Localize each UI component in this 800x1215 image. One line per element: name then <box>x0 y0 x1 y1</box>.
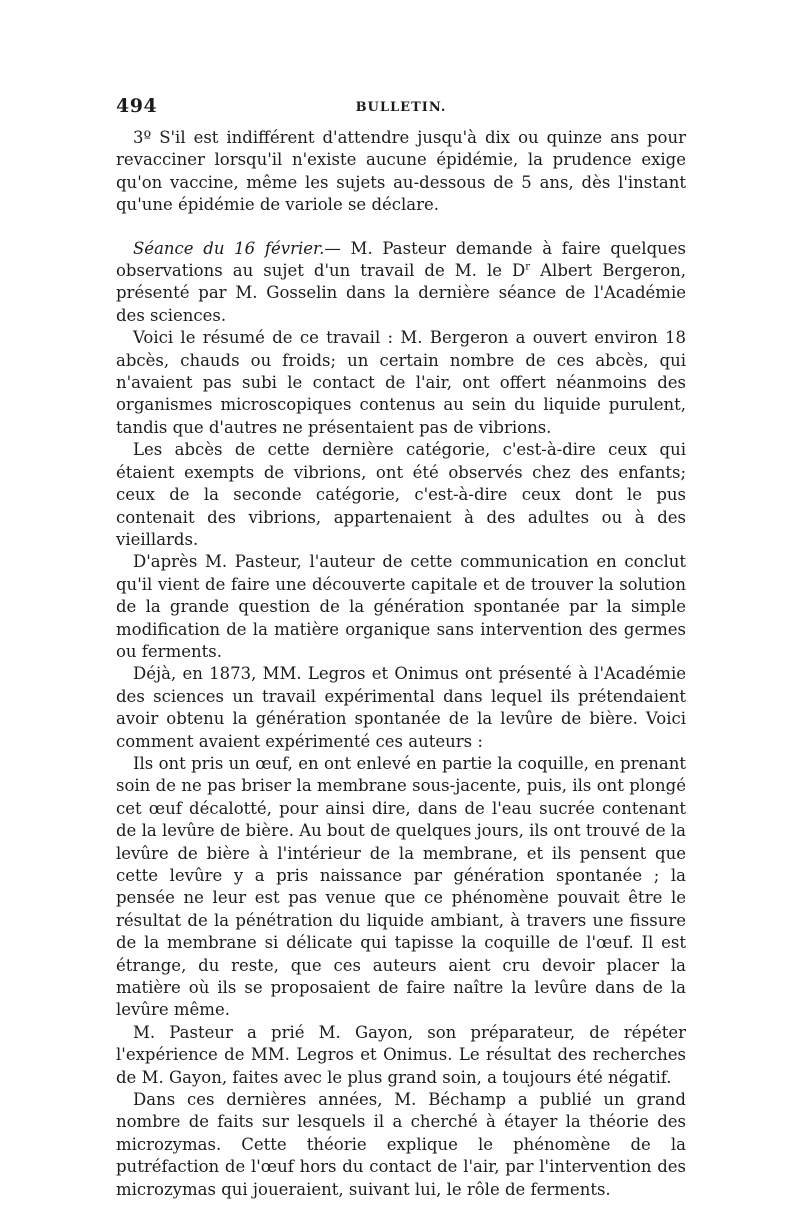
paragraph-oeuf-experiment: Ils ont pris un œuf, en ont enlevé en partie la coquille, en prenant soin de ne pas briser la membrane sous-jacente, puis, ils ont plongé cet œuf décalotté, pour ainsi dire, dans de l'eau sucrée contenant de la levûre de bière. Au bout de quelques jours, ils ont trouvé de la levûre de bière à l'intérieur de la membrane, et ils pensent que cette levûre y a pris naissance par génération spontanée ; la pensée ne leur est pas venue que ce phénomène pouvait être le résultat de la pénétration du liquide ambiant, à travers une fissure de la membrane si délicate qui tapisse la coquille de l'œuf. Il est étrange, du reste, que ces auteurs aient cru devoir placer la matière où ils se proposaient de faire naître la levûre dans de la levûre même. <box>116 753 686 1020</box>
paragraph-revaccination: 3º S'il est indifférent d'attendre jusqu'à dix ou quinze ans pour revacciner lorsqu'il n'existe aucune épidémie, la prudence exige qu'on vaccine, même les sujets au-dessous de 5 ans, dès l'instant qu'une épidémie de variole se déclare. <box>116 128 686 215</box>
session-date: Séance du 16 février. <box>133 238 325 258</box>
paragraph-abces: Les abcès de cette dernière catégorie, c'est-à-dire ceux qui étaient exempts de vibrions, ont été observés chez des enfants; ceux de la seconde catégorie, c'est-à-dire ceux dont le pus contenait des vibrions, appartenaient à des adultes ou à des vieillards. <box>116 440 686 549</box>
running-title: BULLETIN. <box>355 100 447 115</box>
body-text <box>116 127 686 1201</box>
session-intro: — M. Pasteur demande à faire quelques observations au sujet d'un travail de M. le D <box>116 238 686 281</box>
paragraph-bechamp: Dans ces dernières années, M. Béchamp a publié un grand nombre de faits sur lesquels il a cherché à étayer la théorie des microzymas. Cette théorie explique le phénomène de la putréfaction de l'œuf hors du contact de l'air, par l'intervention des microzymas qui joueraient, suivant lui, le rôle de ferments. <box>116 1090 686 1199</box>
page-number: 494 <box>116 95 158 117</box>
paragraph-pasteur-conclusion: D'après M. Pasteur, l'auteur de cette communication en conclut qu'il vient de faire une découverte capitale et de trouver la solution de la grande question de la génération spontanée par la simple modification de la matière organique sans intervention des germes ou ferments. <box>116 552 686 661</box>
page-header <box>116 95 686 121</box>
paragraph-seance <box>116 238 686 328</box>
paragraph-resume: Voici le résumé de ce travail : M. Bergeron a ouvert environ 18 abcès, chauds ou froids; un certain nombre de ces abcès, qui n'avaient pas subi le contact de l'air, ont offert néanmoins des organismes microscopiques contenus au sein du liquide purulent, tandis que d'autres ne présentaient pas de vibrions. <box>116 328 686 437</box>
paragraph-gayon: M. Pasteur a prié M. Gayon, son préparateur, de répéter l'expérience de MM. Legros et Onimus. Le résultat des recherches de M. Gayon, faites avec le plus grand soin, a toujours été négatif. <box>116 1022 686 1087</box>
doctor-abbrev-sup: r <box>525 261 531 273</box>
session-intro-tail: Albert Bergeron, présenté par M. Gosselin dans la dernière séance de l'Académie des sciences. <box>116 261 686 325</box>
paragraph-legros-onimus: Déjà, en 1873, MM. Legros et Onimus ont présenté à l'Académie des sciences un travail expérimental dans lequel ils prétendaient avoir obtenu la génération spontanée de la levûre de bière. Voici comment avaient expérimenté ces auteurs : <box>116 664 686 751</box>
